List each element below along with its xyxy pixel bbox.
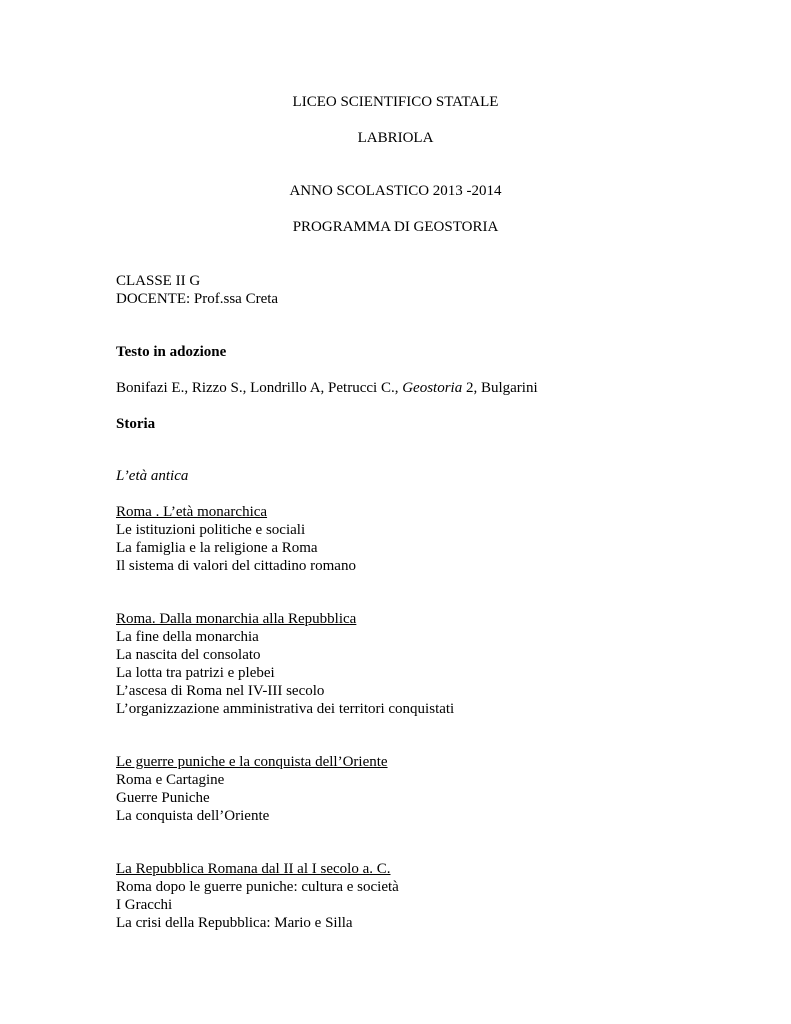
class-label: CLASSE II G <box>116 273 201 289</box>
period-heading: L’età antica <box>116 468 189 484</box>
school-name: LICEO SCIENTIFICO STATALE <box>292 94 499 110</box>
teacher-label: DOCENTE: Prof.ssa Creta <box>116 291 279 307</box>
list-item: Il sistema di valori del cittadino romano <box>116 558 356 574</box>
textbook-title: Geostoria <box>402 380 463 396</box>
section-guerre-puniche <box>116 753 388 825</box>
list-item: Guerre Puniche <box>116 790 210 806</box>
list-item: La nascita del consolato <box>116 647 261 663</box>
list-item: La lotta tra patrizi e plebei <box>116 665 275 681</box>
list-item: Roma e Cartagine <box>116 772 225 788</box>
list-item: La famiglia e la religione a Roma <box>116 540 318 556</box>
list-item: La fine della monarchia <box>116 629 259 645</box>
list-item: La conquista dell’Oriente <box>116 808 270 824</box>
section-title: La Repubblica Romana dal II al I secolo a. C. <box>116 861 391 877</box>
textbook-authors: Bonifazi E., Rizzo S., Londrillo A, Petrucci C., <box>116 380 399 396</box>
list-item: Roma dopo le guerre puniche: cultura e società <box>116 879 399 895</box>
section-title: Roma . L’età monarchica <box>116 504 268 520</box>
storia-heading: Storia <box>116 416 156 432</box>
section-repubblica-romana <box>116 860 399 932</box>
section-roma-monarchica <box>116 503 356 575</box>
list-item: L’organizzazione amministrativa dei territori conquistati <box>116 701 455 717</box>
list-item: La crisi della Repubblica: Mario e Silla <box>116 915 353 931</box>
textbook-heading: Testo in adozione <box>116 344 227 360</box>
section-monarchia-repubblica <box>116 610 454 718</box>
textbook-rest: 2, Bulgarini <box>462 380 538 396</box>
textbook-reference <box>116 379 538 397</box>
list-item: I Gracchi <box>116 897 173 913</box>
list-item: Le istituzioni politiche e sociali <box>116 522 306 538</box>
list-item: L’ascesa di Roma nel IV-III secolo <box>116 683 325 699</box>
section-title: Le guerre puniche e la conquista dell’Oriente <box>116 754 388 770</box>
program-title: PROGRAMMA DI GEOSTORIA <box>292 219 499 235</box>
section-title: Roma. Dalla monarchia alla Repubblica <box>116 611 357 627</box>
school-title: LABRIOLA <box>357 130 434 146</box>
school-year: ANNO SCOLASTICO 2013 -2014 <box>289 183 502 199</box>
